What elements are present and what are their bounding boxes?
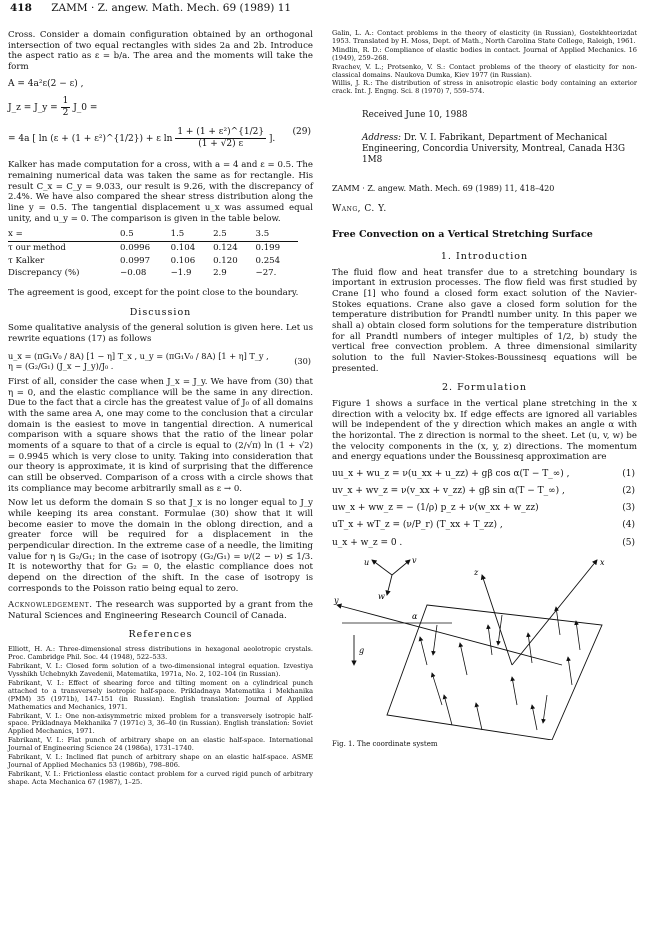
equation-29: = 4a [ ln (ε + (1 + ε²)^{1/2}) + ε ln $\frac{\text{1 + (1 + ε²)\textasciicircum{}\{1/2\}}}{(1 + √2) \varepsilon}$ ]. (29) — [8, 127, 311, 150]
article-title: Free Convection on a Vertical Stretching Surface — [332, 229, 593, 241]
velocity-arrow — [498, 615, 502, 645]
table-cell: 0.120 — [213, 255, 238, 266]
table-cell: Discrepancy (%) — [8, 268, 80, 279]
agreement-paragraph: The agreement is good, except for the point close to the boundary. — [8, 287, 299, 298]
discussion-paragraph-1: First of all, consider the case when J_x = J_y. We have from (30) that η = 0, and the elastic compliance will be the same in any direction. Due to the fact that a circle has the greatest value of J₀ of all domains with the same area A, one may come to the conclusion that a circular domain is the easiest to move in tangential direction. A numerical comparison with a square shows that the ratio of the linear polar moments of a square to that of a circle is equal to (2/√π) ln (1 + √2) = 0.9945 which is very close to unity. Taking into consideration that our theory is approximate, it is kind of surprising that the difference can still be observed. Comparison of a cross with a circle shows that its compliance may become arbitrarily small as ε → 0. — [8, 377, 313, 494]
label-v: v — [412, 555, 417, 565]
label-x: x — [600, 557, 605, 567]
reference-item: Mindlin, R. D.: Compliance of elastic bodies in contact. Journal of Applied Mechanics. 16 (1949), 259–268. — [332, 45, 637, 62]
reference-item: Rvachev, V. L.; Protsenko, V. S.: Contact problems of the theory of elasticity for non-classical domains. Naukova Dumka, Kiev 1977 (in Russian). — [332, 62, 637, 79]
table-row — [8, 267, 298, 280]
table-cell: 0.106 — [170, 255, 196, 266]
journal-header: ZAMM · Z. angew. Math. Mech. 69 (1989) 11 — [51, 2, 292, 14]
equation-tag: (1) — [622, 468, 635, 479]
cross-paragraph: Cross. Consider a domain configuration obtained by an orthogonal intersection of two equal rectangles with sides 2a and 2b. Introduce the aspect ratio as ε = b/a. The area and the moments will take the form — [8, 30, 313, 72]
table-cell: 0.0997 — [120, 255, 151, 266]
label-alpha: α — [412, 611, 418, 621]
running-header — [10, 2, 640, 14]
reference-item: Fabrikant, V. I.: Inclined flat punch of arbitrary shape on an elastic half-space. ASME Journal of Applied Mechanics 53 (1986b), 798–806. — [8, 753, 313, 769]
figure-caption: Fig. 1. The coordinate system — [332, 739, 438, 748]
references-heading: References — [128, 629, 193, 641]
velocity-arrow — [460, 643, 467, 675]
equation-tag: (5) — [622, 537, 635, 548]
formulation-heading: 2. Formulation — [442, 382, 527, 394]
label-g: g — [359, 645, 365, 655]
article-citation: ZAMM · Z. angew. Math. Mech. 69 (1989) 11, 418–420 — [332, 184, 555, 194]
introduction-heading: 1. Introduction — [440, 250, 529, 262]
page-number: 418 — [10, 2, 32, 14]
equation-moment: J_z = J_y = $\frac{1}{2}$ J_0 = — [8, 95, 98, 118]
reference-item: Fabrikant, V. I.: Closed form solution of a two-dimensional integral equation. Izvestiya Vysshikh Uchebnykh Zavedenii, Matematika, 1971a, No. 2, 102–104 (in Russian). — [8, 662, 313, 678]
velocity-arrow — [532, 705, 537, 730]
coordinate-system-figure — [332, 555, 632, 740]
velocity-arrow — [543, 695, 547, 723]
table-row — [8, 255, 298, 268]
velocity-arrow — [444, 695, 452, 725]
reference-item: Fabrikant, V. I.: Frictionless elastic contact problem for a curved rigid punch of arbitrary shape. Acta Mechanica 67 (1987), 1–25. — [8, 769, 313, 786]
table-cell: 2.9 — [213, 268, 227, 279]
stretching-velocity-arrows — [420, 607, 580, 730]
reference-item: Galin, L. A.: Contact problems in the theory of elasticity (in Russian), Gostekhteorizdat 1953. Translated by H. Moss, Dept. of Math., North Carolina State College, Raleigh, 1961. — [332, 29, 637, 45]
table-cell: 0.104 — [171, 242, 213, 255]
equation-tag: (2) — [622, 486, 635, 497]
equation-30: u_x = (πG₁V₀ / 8A) [1 − η] T_x , u_y = (πG₁V₀ / 8A) [1 + η] T_y , η = (G₂/G₁) (J_x − J_y)/J₀ . (30) — [8, 350, 311, 371]
equation-3: uw_x + ww_z = − (1/ρ) p_z + ν(w_xx + w_zz) (3) — [332, 503, 635, 514]
table-header-cell: 1.5 — [170, 229, 185, 240]
reference-item: Fabrikant, V. I.: Flat punch of arbitrary shape on an elastic half-space. International Journal of Engineering Science 24 (1986a), 1731–1740. — [8, 736, 313, 753]
table-cell: −1.9 — [170, 268, 192, 279]
reference-item: Willis, J. R.: The distribution of stress in anisotropic elastic body containing an exterior crack. Int. J. Engng. Sci. 8 (1970) 7, 559–574. — [332, 79, 637, 96]
discussion-paragraph-2: Now let us deform the domain S so that J_x is no longer equal to J_y while keeping its area constant. Formulae (30) show that it will become easier to move the domain in the oblong direction, and a greater force will be required for a displacement in the perpendicular direction. In the extreme case of a needle, the limiting value for η is G₂/G₁; in the case of isotropy (G₂/G₁) = ν/(2 − ν) ≤ 1/3. It is noteworthy that for G₂ = 0, the elastic compliance does not depend on the direction of the shift. In the case of isotropy is corresponds to the Poisson ratio being equal to zero. — [8, 498, 313, 594]
left-column — [8, 30, 313, 788]
reference-item: Elliott, H. A.: Three-dimensional stress distributions in hexagonal aeolotropic crystals. Proc. Cambridge Phil. Soc. 44 (1948), 522–533. — [8, 645, 313, 662]
velocity-arrow — [433, 625, 437, 655]
table-header-cell: 2.5 — [213, 229, 227, 240]
velocity-arrow — [488, 625, 492, 655]
velocity-arrow — [432, 673, 442, 705]
introduction-paragraph: The fluid flow and heat transfer due to a stretching boundary is important in extrusion processes. The flow field was first studied by Crane [1] who found a closed form exact solution of the Navier-Stokes equations. Crane also gave a closed form solution for the temperature distribution for Prandtl number unity. In this paper we shall a) obtain closed form solutions for the temperature distribution for all Prandtl numbers of integer multiples of 1/2, b) study the vertical free convection problem. A three dimensional similarity solution to the full Navier-Stokes-Boussinesq equations will be presented. — [332, 267, 637, 374]
equation-area: A = 4a²ε(2 − ε) , — [8, 78, 84, 89]
table-cell: −27. — [255, 268, 277, 279]
table-cell: τ Kalker — [8, 255, 45, 266]
equation-4: uT_x + wT_z = (ν/P_r) (T_xx + T_zz) , (4) — [332, 520, 635, 531]
reference-item: Fabrikant, V. I.: Effect of shearing force and tilting moment on a cylindrical punch attached to a transversely isotropic half-space. Prikladnaya Matematika i Mekhanika (PMM) 35 (1971b), 147–151 (in Russian). English translation: Journal of Applied Mathematics and Mechanics, 1971. — [8, 678, 313, 711]
velocity-arrow — [528, 633, 532, 663]
table-header-cell: x = — [8, 229, 23, 240]
velocity-arrow — [512, 677, 517, 705]
table-cell: 0.254 — [255, 255, 281, 266]
table-cell: 0.199 — [256, 242, 298, 255]
author-address: Address: Dr. V. I. Fabrikant, Department of Mechanical Engineering, Concordia University, Montreal, Canada H3G 1M8 — [362, 133, 626, 166]
equation-2: uv_x + wv_z = ν(v_xx + v_zz) + gβ sin α(T − T_∞) , (2) — [332, 486, 635, 497]
table-row — [8, 242, 298, 255]
velocity-arrow — [420, 637, 427, 665]
velocity-arrow — [568, 657, 572, 685]
table-cell: τ our method — [8, 242, 120, 255]
label-u: u — [364, 557, 370, 567]
discussion-heading: Discussion — [129, 306, 192, 318]
equation-1: uu_x + wu_z = ν(u_xx + u_zz) + gβ cos α(T − T_∞) , (1) — [332, 468, 635, 479]
equation-tag: (3) — [622, 503, 635, 514]
table-header-cell: 0.5 — [120, 229, 134, 240]
label-y: y — [334, 595, 339, 605]
comparison-table — [8, 228, 298, 280]
table-cell: −0.08 — [120, 268, 147, 279]
table-cell: 0.124 — [213, 242, 255, 255]
table-cell: 0.0996 — [120, 242, 171, 255]
acknowledgement: Acknowledgement. The research was supported by a grant from the Natural Sciences and Engineering Research Council of Canada. — [8, 600, 313, 621]
received-date: Received June 10, 1988 — [362, 110, 468, 121]
formulation-paragraph: Figure 1 shows a surface in the vertical plane stretching in the x direction with a velocity bx. If edge effects are ignored all variables will be independent of the y direction which makes an angle α with the horizontal. The z direction is normal to the sheet. Let (u, v, w) be the velocity components in the (x, y, z) directions. The momentum and energy equations under the Boussinesq approximation are — [332, 399, 637, 463]
discussion-intro: Some qualitative analysis of the general solution is given here. Let us rewrite equations (17) as follows — [8, 323, 313, 345]
equation-tag: (4) — [622, 520, 635, 531]
equation-tag: (29) — [292, 127, 311, 138]
velocity-arrow — [476, 703, 482, 730]
table-header-row — [8, 228, 298, 241]
article-author: Wang, C. Y. — [332, 204, 387, 215]
stretching-sheet — [387, 605, 602, 740]
velocity-arrow — [576, 621, 580, 650]
references-list — [8, 646, 313, 786]
kalker-paragraph: Kalker has made computation for a cross, with a = 4 and ε = 0.5. The remaining numerical data was taken the same as for rectangle. His result C_x = C_y = 9.033, our result is 9.26, with the discrepancy of 2.4%. We have also compared the shear stress distribution along the line y = 0.5. The tangential displacement u_x was assumed equal unity, and u_y = 0. The comparison is given in the table below. — [8, 160, 313, 224]
reference-item: Fabrikant, V. I.: One non-axisymmetric mixed problem for a transversely isotropic half-space. Prikladnaya Mekhanika 7 (1971c) 3, 36–40 (in Russian). English translation: Soviet Applied Mechanics, 1971. — [8, 711, 313, 736]
equation-5: u_x + w_z = 0 . (5) — [332, 537, 635, 548]
table-header-cell: 3.5 — [255, 229, 270, 240]
governing-equations — [332, 469, 637, 549]
label-w: w — [378, 591, 385, 601]
velocity-arrow — [556, 607, 560, 635]
references-list-continued — [332, 30, 637, 96]
label-z: z — [474, 567, 479, 577]
right-column — [332, 30, 637, 748]
